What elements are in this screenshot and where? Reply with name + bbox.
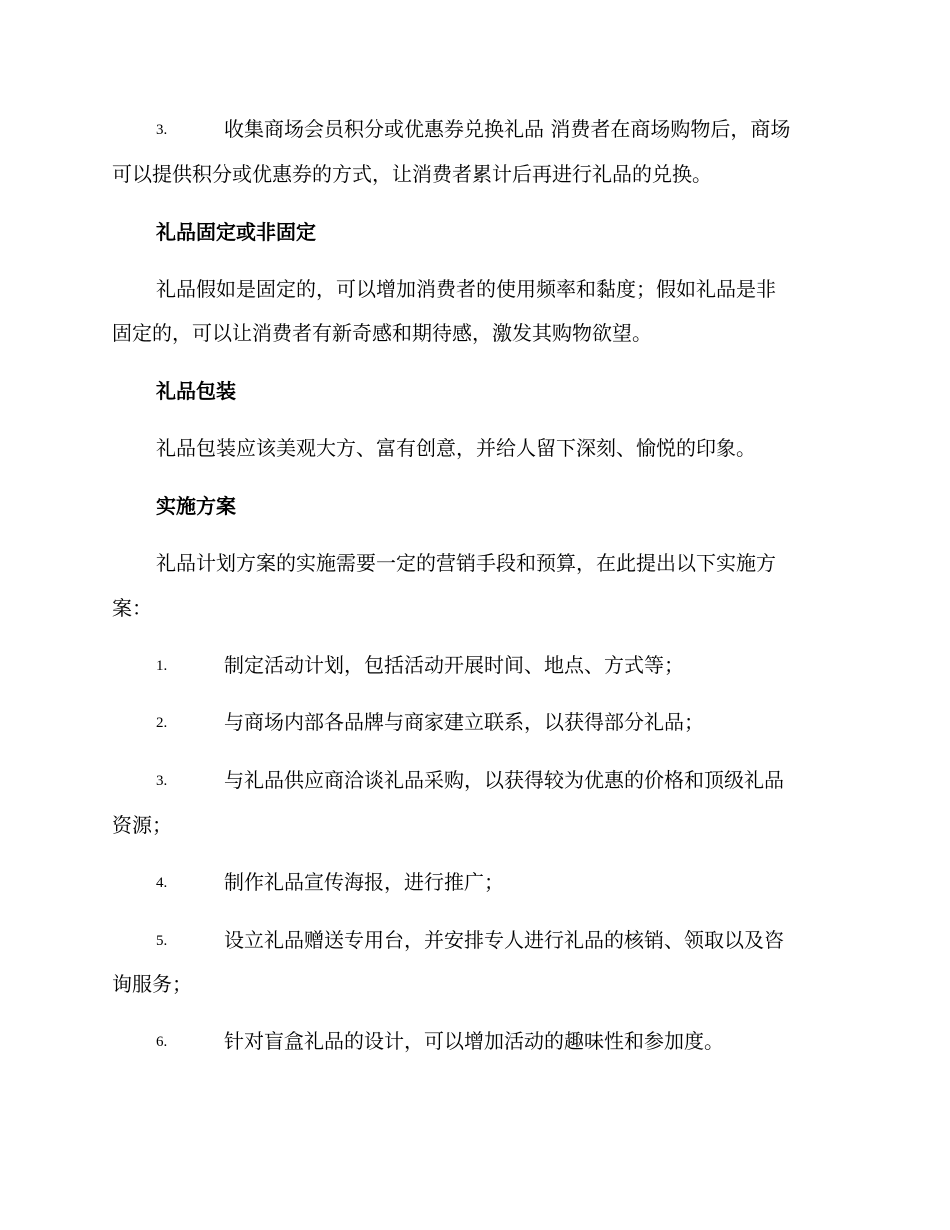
list-number: 6.	[156, 1034, 168, 1050]
list-item-text: 针对盲盒礼品的设计，可以增加活动的趣味性和参加度。	[224, 1029, 724, 1053]
paragraph-line: 收集商场会员积分或优惠券兑换礼品 消费者在商场购物后，商场	[224, 117, 791, 141]
list-number: 3.	[156, 122, 168, 138]
list-item-text: 与礼品供应商洽谈礼品采购，以获得较为优惠的价格和顶级礼品	[224, 768, 784, 792]
list-item-text: 询服务；	[112, 972, 192, 996]
list-item-text: 制作礼品宣传海报，进行推广；	[224, 870, 504, 894]
list-item-text: 资源；	[112, 813, 172, 837]
paragraph-line: 可以提供积分或优惠券的方式，让消费者累计后再进行礼品的兑换。	[112, 162, 712, 186]
section-heading: 实施方案	[156, 494, 236, 518]
list-number: 4.	[156, 875, 168, 891]
paragraph-line: 礼品假如是固定的，可以增加消费者的使用频率和黏度；假如礼品是非	[156, 277, 776, 301]
paragraph-line: 案：	[112, 596, 152, 620]
list-number: 3.	[156, 773, 168, 789]
section-heading: 礼品包装	[156, 379, 236, 403]
list-number: 2.	[156, 715, 168, 731]
paragraph-line: 礼品包装应该美观大方、富有创意，并给人留下深刻、愉悦的印象。	[156, 436, 756, 460]
section-heading: 礼品固定或非固定	[156, 220, 316, 244]
list-item-text: 制定活动计划，包括活动开展时间、地点、方式等；	[224, 653, 684, 677]
list-item-text: 与商场内部各品牌与商家建立联系，以获得部分礼品；	[224, 710, 704, 734]
paragraph-line: 礼品计划方案的实施需要一定的营销手段和预算，在此提出以下实施方	[156, 551, 776, 575]
list-number: 1.	[156, 658, 168, 674]
list-number: 5.	[156, 933, 168, 949]
list-item-text: 设立礼品赠送专用台，并安排专人进行礼品的核销、领取以及咨	[224, 928, 784, 952]
paragraph-line: 固定的，可以让消费者有新奇感和期待感，激发其购物欲望。	[112, 321, 652, 345]
